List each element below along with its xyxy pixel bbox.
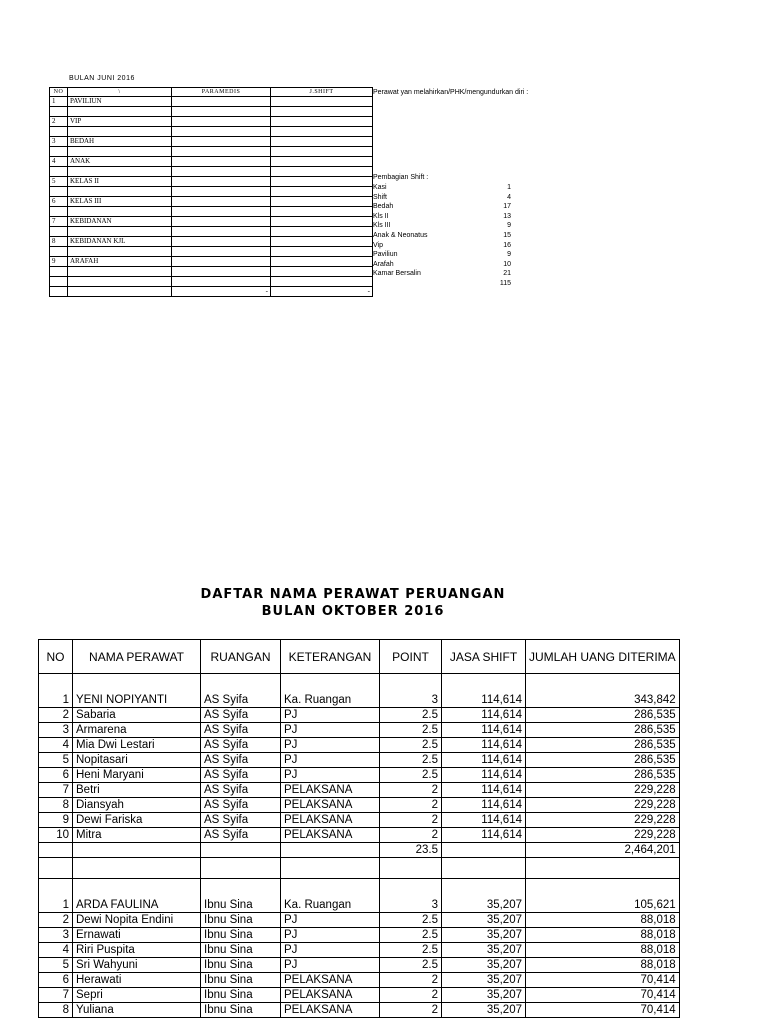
nurse-name: Nopitasari [73, 753, 201, 768]
row-no: 6 [39, 768, 73, 783]
top-sheet-row-sub [50, 167, 373, 177]
col-point: POINT [380, 640, 442, 674]
shift-value: 9 [507, 251, 511, 259]
top-sheet-row [50, 177, 373, 187]
table-row [39, 798, 680, 813]
nurse-name: Betri [73, 783, 201, 798]
col-keterangan: KETERANGAN [281, 640, 380, 674]
jasa-shift: 35,207 [442, 928, 526, 943]
amount-received: 229,228 [526, 828, 680, 843]
nurse-name: Sepri [73, 988, 201, 1003]
amount-received: 286,535 [526, 738, 680, 753]
table-row [39, 928, 680, 943]
position: PELAKSANA [281, 783, 380, 798]
shift-value: 17 [503, 203, 511, 211]
jasa-shift: 35,207 [442, 958, 526, 973]
jasa-shift: 114,614 [442, 828, 526, 843]
shift-item [373, 260, 513, 270]
table-row [39, 1003, 680, 1018]
room-no: 1 [50, 97, 68, 107]
amount-received: 88,018 [526, 943, 680, 958]
top-sheet-header-row [50, 88, 373, 97]
nurse-name: Diansyah [73, 798, 201, 813]
shift-item [373, 202, 513, 212]
table-row [39, 708, 680, 723]
col-jumlah: JUMLAH UANG DITERIMA [526, 640, 680, 674]
group1-total-row [39, 843, 680, 858]
table-row [39, 738, 680, 753]
shift-item [373, 250, 513, 260]
col-ruangan: RUANGAN [201, 640, 281, 674]
jasa-shift: 114,614 [442, 798, 526, 813]
jasa-shift: 114,614 [442, 813, 526, 828]
nurse-name: Dewi Fariska [73, 813, 201, 828]
room-name: KELAS III [68, 197, 172, 207]
top-sheet-row [50, 257, 373, 267]
room-name: ARAFAH [68, 257, 172, 267]
point: 2.5 [380, 928, 442, 943]
row-no: 1 [39, 879, 73, 913]
nurse-name: YENI NOPIYANTI [73, 674, 201, 708]
row-no: 2 [39, 708, 73, 723]
position: PELAKSANA [281, 973, 380, 988]
room: AS Syifa [201, 828, 281, 843]
position: Ka. Ruangan [281, 674, 380, 708]
room-jshift [271, 177, 373, 187]
room-no: 2 [50, 117, 68, 127]
jasa-shift: 35,207 [442, 988, 526, 1003]
main-title: DAFTAR NAMA PERAWAT PERUANGAN [200, 587, 506, 602]
shift-value: 9 [507, 222, 511, 230]
shift-list [373, 183, 513, 289]
header-jshift: J.SHIFT [271, 88, 373, 97]
amount-received: 88,018 [526, 928, 680, 943]
room: Ibnu Sina [201, 958, 281, 973]
table-row [39, 879, 680, 913]
nurse-name: Sri Wahyuni [73, 958, 201, 973]
room-name: PAVILIUN [68, 97, 172, 107]
row-no: 5 [39, 753, 73, 768]
top-sheet-rows [50, 97, 373, 277]
room: AS Syifa [201, 708, 281, 723]
top-sheet-row-sub [50, 147, 373, 157]
header-room: \ [68, 88, 172, 97]
jasa-shift: 35,207 [442, 943, 526, 958]
shift-item [373, 193, 513, 203]
room: AS Syifa [201, 768, 281, 783]
row-no: 7 [39, 783, 73, 798]
resign-note: Perawat yan melahirkan/PHK/mengundurkan diri : [373, 89, 529, 96]
shift-label: Kls II [373, 212, 389, 220]
room-no: 7 [50, 217, 68, 227]
room-jshift [271, 157, 373, 167]
room-jshift [271, 137, 373, 147]
room-name: BEDAH [68, 137, 172, 147]
shift-label: Kls III [373, 222, 391, 230]
amount-received: 70,414 [526, 1003, 680, 1018]
shift-item [373, 212, 513, 222]
amount-received: 88,018 [526, 913, 680, 928]
room-no: 8 [50, 237, 68, 247]
shift-label: Kamar Bersalin [373, 270, 421, 278]
position: PJ [281, 768, 380, 783]
room-name: KELAS II [68, 177, 172, 187]
amount-received: 286,535 [526, 723, 680, 738]
top-sheet-row-sub [50, 227, 373, 237]
room: Ibnu Sina [201, 973, 281, 988]
room-jshift [271, 257, 373, 267]
nurse-name: ARDA FAULINA [73, 879, 201, 913]
room-jshift [271, 217, 373, 227]
room: Ibnu Sina [201, 879, 281, 913]
nurse-name: Ernawati [73, 928, 201, 943]
row-no: 9 [39, 813, 73, 828]
room-paramedis [172, 217, 271, 227]
position: PJ [281, 723, 380, 738]
shift-label: Paviliun [373, 251, 398, 259]
room: Ibnu Sina [201, 1003, 281, 1018]
jasa-shift: 35,207 [442, 913, 526, 928]
shift-value: 1 [507, 184, 511, 191]
row-no: 3 [39, 928, 73, 943]
jasa-shift: 114,614 [442, 783, 526, 798]
room-paramedis [172, 157, 271, 167]
position: PJ [281, 708, 380, 723]
point: 2 [380, 813, 442, 828]
room-paramedis [172, 197, 271, 207]
position: PJ [281, 958, 380, 973]
position: PJ [281, 738, 380, 753]
room-name: ANAK [68, 157, 172, 167]
room: AS Syifa [201, 738, 281, 753]
table-row [39, 768, 680, 783]
nurse-name: Dewi Nopita Endini [73, 913, 201, 928]
amount-received: 70,414 [526, 988, 680, 1003]
position: Ka. Ruangan [281, 879, 380, 913]
position: PELAKSANA [281, 988, 380, 1003]
position: PELAKSANA [281, 798, 380, 813]
position: PJ [281, 753, 380, 768]
room-paramedis [172, 97, 271, 107]
room: Ibnu Sina [201, 988, 281, 1003]
top-sheet-row-sub [50, 127, 373, 137]
group1-total-amount: 2,464,201 [526, 843, 680, 858]
nurse-table-header [39, 640, 680, 674]
top-sheet-row [50, 137, 373, 147]
table-row [39, 958, 680, 973]
col-no: NO [39, 640, 73, 674]
top-sheet-row-sub [50, 107, 373, 117]
shift-value: 15 [503, 231, 511, 239]
top-sheet-row-sub [50, 187, 373, 197]
nurse-name: Armarena [73, 723, 201, 738]
table-row [39, 973, 680, 988]
point: 3 [380, 879, 442, 913]
shift-item [373, 183, 513, 193]
point: 2 [380, 798, 442, 813]
amount-received: 70,414 [526, 973, 680, 988]
top-sheet-row-sub [50, 247, 373, 257]
amount-received: 88,018 [526, 958, 680, 973]
room-name: KEBIDANAN KJL [68, 237, 172, 247]
nurse-table [38, 639, 680, 1018]
shift-heading: Pembagian Shift : [373, 174, 429, 181]
point: 3 [380, 674, 442, 708]
main-subtitle: BULAN OKTOBER 2016 [261, 604, 445, 619]
top-sheet-total-row [50, 287, 373, 297]
nurse-name: Heni Maryani [73, 768, 201, 783]
position: PELAKSANA [281, 813, 380, 828]
room-no: 4 [50, 157, 68, 167]
room-jshift [271, 197, 373, 207]
room-name: VIP [68, 117, 172, 127]
shift-label: Kasi [373, 184, 387, 191]
room-jshift [271, 237, 373, 247]
room: AS Syifa [201, 798, 281, 813]
nurse-name: Riri Puspita [73, 943, 201, 958]
shift-label: Bedah [373, 203, 394, 211]
room: AS Syifa [201, 813, 281, 828]
amount-received: 286,535 [526, 768, 680, 783]
row-no: 3 [39, 723, 73, 738]
table-row [39, 753, 680, 768]
room-jshift [271, 117, 373, 127]
point: 2.5 [380, 768, 442, 783]
jasa-shift: 114,614 [442, 768, 526, 783]
point: 2 [380, 973, 442, 988]
jasa-shift: 114,614 [442, 738, 526, 753]
room-jshift [271, 97, 373, 107]
point: 2.5 [380, 753, 442, 768]
row-no: 2 [39, 913, 73, 928]
shift-value: 10 [503, 260, 511, 268]
nurse-name: Sabaria [73, 708, 201, 723]
jasa-shift: 35,207 [442, 973, 526, 988]
amount-received: 105,621 [526, 879, 680, 913]
room: AS Syifa [201, 674, 281, 708]
amount-received: 286,535 [526, 708, 680, 723]
top-sheet-table [49, 87, 373, 297]
top-sheet-row [50, 197, 373, 207]
room-no: 5 [50, 177, 68, 187]
row-no: 6 [39, 973, 73, 988]
shift-label: Anak & Neonatus [373, 231, 428, 239]
shift-item [373, 241, 513, 251]
amount-received: 229,228 [526, 798, 680, 813]
room: AS Syifa [201, 753, 281, 768]
table-row [39, 783, 680, 798]
table-row [39, 813, 680, 828]
row-no: 4 [39, 738, 73, 753]
table-row [39, 723, 680, 738]
top-sheet-row-sub [50, 267, 373, 277]
room: AS Syifa [201, 783, 281, 798]
jasa-shift: 114,614 [442, 753, 526, 768]
header-no: NO [50, 88, 68, 97]
shift-label: Arafah [373, 260, 394, 268]
table-row [39, 943, 680, 958]
position: PJ [281, 913, 380, 928]
point: 2 [380, 1003, 442, 1018]
row-no: 4 [39, 943, 73, 958]
position: PELAKSANA [281, 828, 380, 843]
point: 2.5 [380, 913, 442, 928]
room-paramedis [172, 117, 271, 127]
amount-received: 286,535 [526, 753, 680, 768]
shift-item [373, 221, 513, 231]
row-no: 8 [39, 798, 73, 813]
table-row [39, 988, 680, 1003]
col-jasa: JASA SHIFT [442, 640, 526, 674]
shift-item [373, 231, 513, 241]
room: Ibnu Sina [201, 943, 281, 958]
point: 2 [380, 828, 442, 843]
row-no: 10 [39, 828, 73, 843]
top-sheet-row [50, 117, 373, 127]
nurse-name: Yuliana [73, 1003, 201, 1018]
group1-total-point: 23.5 [380, 843, 442, 858]
header-paramedis: PARAMEDIS [172, 88, 271, 97]
room-no: 6 [50, 197, 68, 207]
shift-label: Vip [373, 241, 383, 249]
shift-value: 21 [503, 270, 511, 278]
table-row [39, 913, 680, 928]
nurse-name: Mia Dwi Lestari [73, 738, 201, 753]
room: Ibnu Sina [201, 913, 281, 928]
point: 2 [380, 783, 442, 798]
row-no: 7 [39, 988, 73, 1003]
jasa-shift: 114,614 [442, 674, 526, 708]
position: PJ [281, 928, 380, 943]
jasa-shift: 35,207 [442, 1003, 526, 1018]
row-no: 8 [39, 1003, 73, 1018]
jasa-shift: 35,207 [442, 879, 526, 913]
shift-label: Shift [373, 193, 388, 201]
nurse-table-body [39, 674, 680, 1018]
top-sheet-row [50, 217, 373, 227]
jasa-shift: 114,614 [442, 708, 526, 723]
shift-item [373, 269, 513, 279]
total-paramedis: - [172, 287, 271, 297]
top-sheet-row-sub [50, 207, 373, 217]
point: 2.5 [380, 723, 442, 738]
room: AS Syifa [201, 723, 281, 738]
position: PELAKSANA [281, 1003, 380, 1018]
shift-value: 4 [507, 193, 511, 201]
room: Ibnu Sina [201, 928, 281, 943]
point: 2.5 [380, 958, 442, 973]
point: 2 [380, 988, 442, 1003]
point: 2.5 [380, 708, 442, 723]
shift-total: 115 [499, 279, 511, 287]
nurse-name: Mitra [73, 828, 201, 843]
top-sheet-blank-row [50, 277, 373, 287]
row-no: 5 [39, 958, 73, 973]
col-nama: NAMA PERAWAT [73, 640, 201, 674]
row-no: 1 [39, 674, 73, 708]
shift-value: 16 [503, 241, 511, 249]
shift-total-row [373, 279, 513, 289]
top-sheet-row [50, 97, 373, 107]
position: PJ [281, 943, 380, 958]
shift-value: 13 [503, 212, 511, 220]
room-paramedis [172, 257, 271, 267]
table-row [39, 828, 680, 843]
table-row [39, 674, 680, 708]
room-paramedis [172, 237, 271, 247]
amount-received: 343,842 [526, 674, 680, 708]
room-paramedis [172, 137, 271, 147]
spacer-row [39, 858, 680, 879]
room-name: KEBIDANAN [68, 217, 172, 227]
nurse-name: Herawati [73, 973, 201, 988]
point: 2.5 [380, 738, 442, 753]
total-jshift: - [271, 287, 373, 297]
amount-received: 229,228 [526, 783, 680, 798]
jasa-shift: 114,614 [442, 723, 526, 738]
top-sheet-title: BULAN JUNI 2016 [69, 75, 135, 82]
top-sheet-row [50, 157, 373, 167]
amount-received: 229,228 [526, 813, 680, 828]
top-sheet-row [50, 237, 373, 247]
room-no: 3 [50, 137, 68, 147]
room-no: 9 [50, 257, 68, 267]
point: 2.5 [380, 943, 442, 958]
room-paramedis [172, 177, 271, 187]
